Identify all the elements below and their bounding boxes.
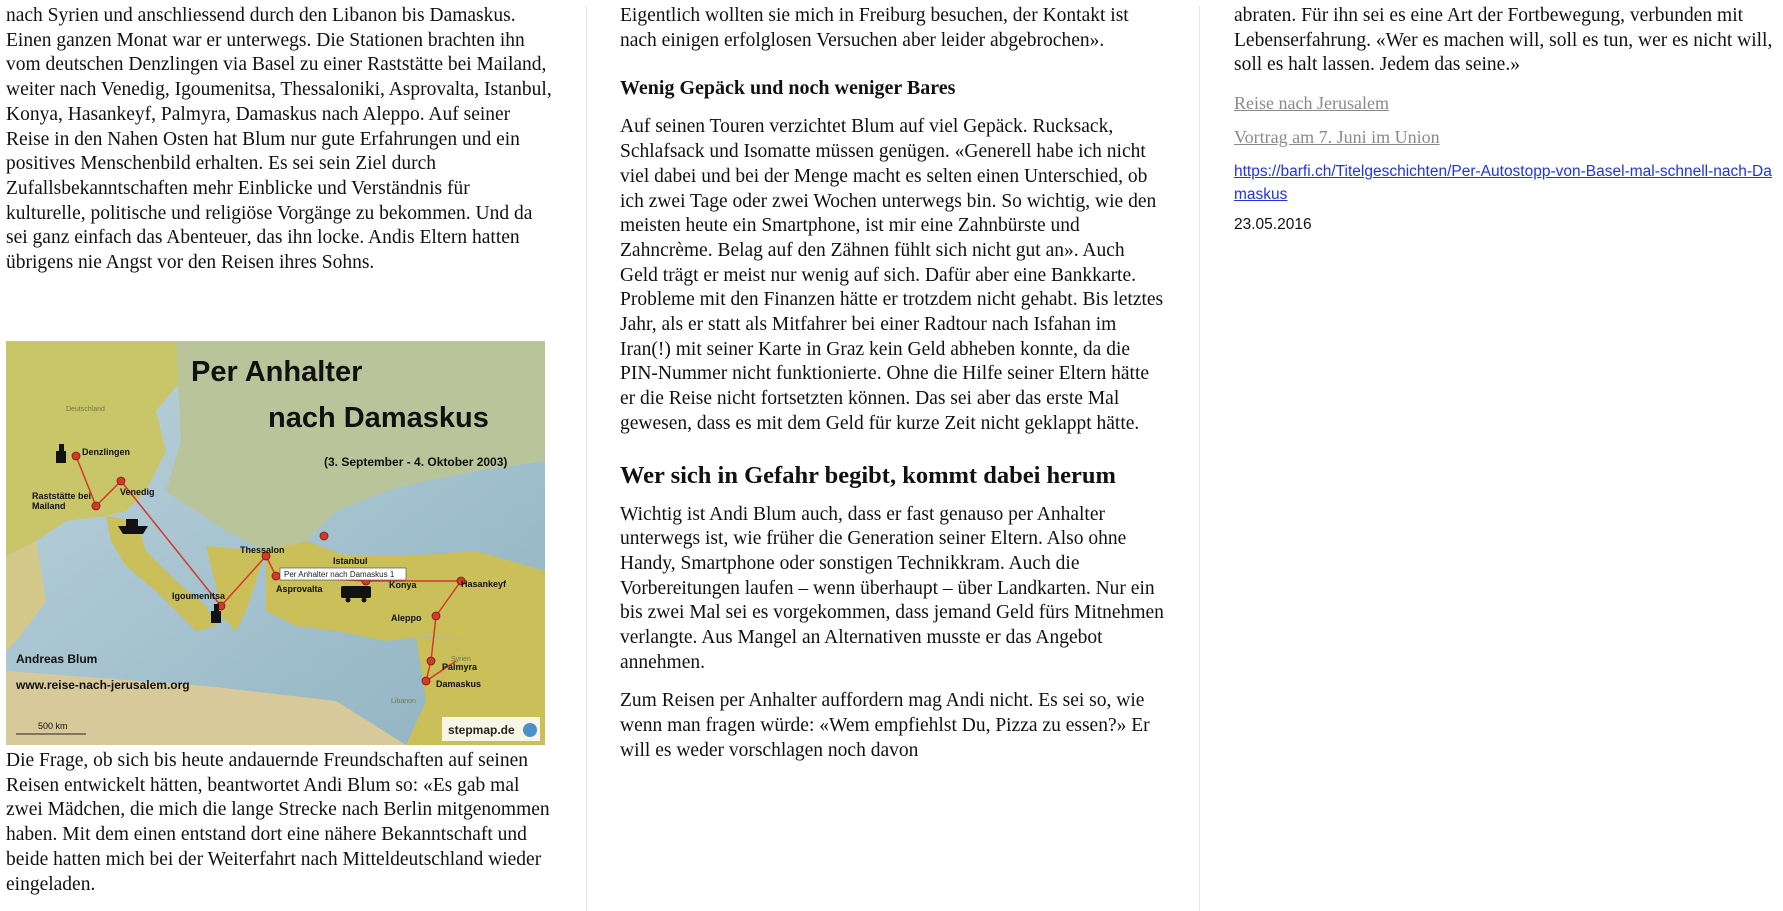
stop-istanbul xyxy=(320,532,328,540)
city-label: Istanbul xyxy=(333,556,368,566)
city-label: Aleppo xyxy=(391,613,422,623)
body-paragraph: Eigentlich wollten sie mich in Freiburg besuchen, der Kontakt ist nach einigen erfolglosen Versuchen aber leider abgebrochen». xyxy=(620,5,1129,51)
route-map-svg xyxy=(6,341,545,745)
city-label: Hasankeyf xyxy=(461,579,507,589)
city-label: Damaskus xyxy=(436,679,482,689)
column-1-lower xyxy=(6,749,552,897)
stop-venedig xyxy=(117,477,125,485)
city-label: Denzlingen xyxy=(82,447,131,457)
city-label: Thessalon xyxy=(240,545,285,555)
map-website: www.reise-nach-jerusalem.org xyxy=(16,678,190,692)
body-paragraph: Auf seinen Touren verzichtet Blum auf viel Gepäck. Rucksack, Schlafsack und Isomatte müssen genügen. «Generell habe ich nicht viel dabei und bei der Menge macht es selten einen Unterschied, ob ich zwei Tage oder zwei Wochen unterwegs bin. So wichtig, wie den meisten heute ein Smartphone, ist mir eine Zahnbürste und Zahncrème. Belag auf den Zähnen fühlt sich nicht gut an». Auch Geld trägt er meist nur wenig auf sich. Dafür aber eine Bankkarte. Probleme mit den Finanzen hätte er trotzdem nicht gehabt. Bis letztes Jahr, als er statt als Mitfahrer bei einer Radtour nach Isfahan im Iran(!) mit seiner Karte in Graz kein Geld abheben konnte, da die PIN-Nummer nicht funktionierte. Ohne die Hilfe seiner Eltern hätte er die Reise nicht fortsetzten können. Das sei aber das erste Mal gewesen, dass es mit dem Geld für kurze Zeit nicht geklappt hätte. xyxy=(620,116,1164,434)
article-url-link[interactable]: https://barfi.ch/Titelgeschichten/Per-Autostopp-von-Basel-mal-schnell-nach-Damaskus xyxy=(1234,163,1772,204)
body-paragraph: Zum Reisen per Anhalter auffordern mag Andi nicht. Es sei so, wie wenn man fragen würde: «Wem empfiehlst Du, Pizza zu essen?» Er will es weder vorschlagen noch davon xyxy=(620,690,1150,761)
stop-damaskus xyxy=(422,677,430,685)
section-heading: Wenig Gepäck und noch weniger Bares xyxy=(620,77,956,100)
map-title-line2: nach Damaskus xyxy=(268,402,489,434)
stop-aleppo xyxy=(432,612,440,620)
stop-palmyra xyxy=(427,657,435,665)
route-map-image xyxy=(6,341,545,745)
section-heading: Wer sich in Gefahr begibt, kommt dabei herum xyxy=(620,461,1116,489)
map-title-line1: Per Anhalter xyxy=(191,356,363,388)
city-label: Mailand xyxy=(32,501,66,511)
column-divider xyxy=(1199,6,1200,911)
body-paragraph: Wichtig ist Andi Blum auch, dass er fast genauso per Anhalter unterwegs ist, wie früher die Generation seiner Eltern. Also ohne Handy, Smartphone oder sonstigen Technikkram. Auch die Vorbereitungen laufen – wenn überhaupt – über Landkarten. Nur ein bis zwei Mal sei es vorgekommen, dass jemand Geld fürs Mitnehmen verlangte. Aus Mangel an Alternativen musste er das Angebot annehmen. xyxy=(620,503,1164,673)
country-label-syrien: Syrien xyxy=(451,656,471,663)
city-label: Palmyra xyxy=(442,662,478,672)
city-label: Igoumenitsa xyxy=(172,591,226,601)
stop-asprovalta xyxy=(272,572,280,580)
map-popup-text: Per Anhalter nach Damaskus 1 xyxy=(284,570,395,579)
column-2 xyxy=(620,0,1165,764)
map-credit: stepmap.de xyxy=(448,723,515,737)
body-paragraph: nach Syrien und anschliessend durch den Libanon bis Damaskus. Einen ganzen Monat war er unterwegs. Die Stationen brachten ihn vom deutschen Denzlingen via Basel zu einer Raststätte bei Mailand, weiter nach Venedig, Igoumenitsa, Thessaloniki, Asprovalta, Istanbul, Konya, Hasankeyf, Palmyra, Damaskus nach Aleppo. Auf seiner Reise in den Nahen Osten hat Blum nur gute Erfahrungen und ein positives Menschenbild erhalten. Es sei sein Ziel durch Zufallsbekanntschaften mehr Einblicke und Verständnis für kulturelle, politische und religiöse Vorgänge zu bekommen. Und da sei ganz einfach das Abenteuer, das ihn locke. Andis Eltern hatten übrigens nie Angst vor den Reisen ihres Sohns. xyxy=(6,5,552,274)
link-reise-nach-jerusalem[interactable]: Reise nach Jerusalem xyxy=(1234,93,1389,114)
map-author: Andreas Blum xyxy=(16,652,98,666)
scale-label: 500 km xyxy=(38,721,68,731)
body-paragraph: Die Frage, ob sich bis heute andauernde Freundschaften auf seinen Reisen entwickelt hätten, beantwortet Andi Blum so: «Es gab mal zwei Mädchen, die mich die lange Strecke nach Berlin mitgenommen haben. Mit dem einen entstand dort eine nähere Bekanntschaft und beide hatten mich bei der Weiterfahrt nach Mitteldeutschland wieder eingeladen. xyxy=(6,750,550,895)
map-dates: (3. September - 4. Oktober 2003) xyxy=(324,455,508,469)
city-label: Venedig xyxy=(120,487,155,497)
column-3 xyxy=(1234,0,1779,234)
column-divider xyxy=(586,6,587,911)
city-label: Raststätte bei xyxy=(32,491,92,501)
publish-date: 23.05.2016 xyxy=(1234,216,1312,234)
stop-denzlingen xyxy=(72,452,80,460)
country-label-deutschland: Deutschland xyxy=(66,406,105,413)
city-label: Konya xyxy=(389,580,417,590)
city-label: Asprovalta xyxy=(276,584,323,594)
globe-icon xyxy=(523,723,537,737)
link-vortrag[interactable]: Vortrag am 7. Juni im Union xyxy=(1234,127,1440,148)
body-paragraph: abraten. Für ihn sei es eine Art der Fortbewegung, verbunden mit Lebenserfahrung. «Wer es machen will, soll es tun, wer es nicht will, soll es halt lassen. Jedem das seine.» xyxy=(1234,5,1773,76)
country-label-libanon: Libanon xyxy=(391,698,416,705)
stop-raststaette xyxy=(92,502,100,510)
